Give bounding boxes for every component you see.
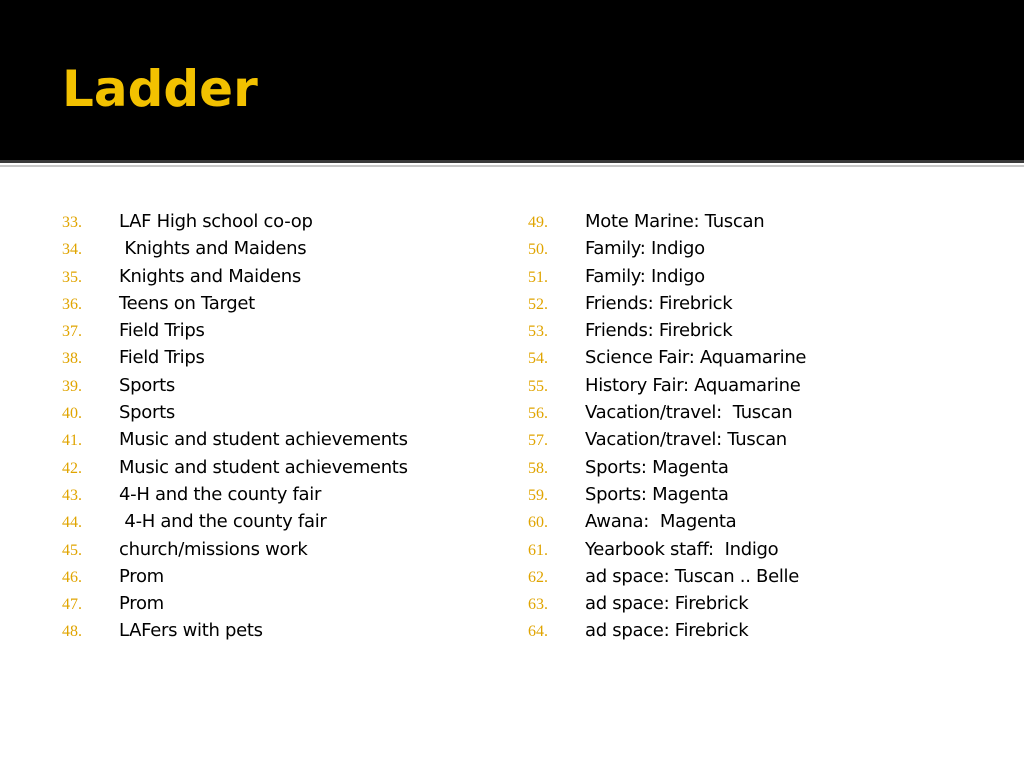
item-text: Field Trips xyxy=(119,320,205,342)
item-number: 60. xyxy=(528,514,548,532)
list-item xyxy=(62,617,502,644)
list-item xyxy=(62,399,502,426)
item-text: Teens on Target xyxy=(119,292,255,314)
header-divider-shadow xyxy=(0,165,1024,167)
item-text: Yearbook staff: Indigo xyxy=(585,538,779,560)
item-text: Mote Marine: Tuscan xyxy=(585,211,765,232)
item-text: Music and student achievements xyxy=(119,429,408,451)
item-number: 48. xyxy=(62,623,82,641)
list-item xyxy=(528,290,998,317)
item-number: 39. xyxy=(62,377,82,395)
item-number: 59. xyxy=(528,486,548,504)
item-text: Family: Indigo xyxy=(585,265,705,287)
item-number: 41. xyxy=(62,432,82,450)
item-text: church/missions work xyxy=(119,538,308,560)
list-item xyxy=(62,290,502,317)
item-text: Sports: Magenta xyxy=(585,483,729,505)
item-number: 63. xyxy=(528,596,548,614)
list-item xyxy=(62,344,502,371)
item-text: Friends: Firebrick xyxy=(585,292,733,314)
list-item xyxy=(62,426,502,453)
item-number: 61. xyxy=(528,541,548,559)
item-number: 34. xyxy=(62,241,82,259)
item-text: Sports: Magenta xyxy=(585,456,729,478)
list-item xyxy=(62,208,502,235)
item-number: 62. xyxy=(528,568,548,586)
item-number: 49. xyxy=(528,214,548,231)
item-number: 45. xyxy=(62,541,82,559)
item-number: 46. xyxy=(62,568,82,586)
item-number: 36. xyxy=(62,295,82,313)
item-number: 37. xyxy=(62,323,82,341)
item-text: Science Fair: Aquamarine xyxy=(585,347,807,369)
item-text: Vacation/travel: Tuscan xyxy=(585,402,793,424)
list-item xyxy=(528,617,998,644)
item-text: ad space: Firebrick xyxy=(585,620,749,642)
item-number: 38. xyxy=(62,350,82,368)
list-item xyxy=(62,508,502,535)
item-number: 35. xyxy=(62,268,82,286)
header-divider xyxy=(0,160,1024,163)
list-item xyxy=(528,317,998,344)
title-bar xyxy=(0,0,1024,160)
item-text: Field Trips xyxy=(119,347,205,369)
left-column-list xyxy=(62,208,502,645)
item-number: 55. xyxy=(528,377,548,395)
item-number: 54. xyxy=(528,350,548,368)
item-number: 56. xyxy=(528,405,548,423)
list-item xyxy=(62,317,502,344)
list-item xyxy=(528,399,998,426)
item-text: Sports xyxy=(119,402,175,424)
item-text: Vacation/travel: Tuscan xyxy=(585,429,787,451)
item-text: Friends: Firebrick xyxy=(585,320,733,342)
list-item xyxy=(62,590,502,617)
list-item xyxy=(528,454,998,481)
item-text: Sports xyxy=(119,374,175,396)
item-text: ad space: Tuscan .. Belle xyxy=(585,565,800,587)
item-text: Prom xyxy=(119,565,164,587)
item-text: Prom xyxy=(119,593,164,615)
item-number: 33. xyxy=(62,214,82,231)
list-item xyxy=(528,235,998,262)
item-text: 4-H and the county fair xyxy=(119,483,322,505)
list-item xyxy=(62,235,502,262)
item-text: Awana: Magenta xyxy=(585,511,737,533)
item-number: 51. xyxy=(528,268,548,286)
list-item xyxy=(62,263,502,290)
list-item xyxy=(528,372,998,399)
item-text: LAFers with pets xyxy=(119,620,263,642)
item-text: LAF High school co-op xyxy=(119,211,313,232)
list-item xyxy=(528,508,998,535)
list-item xyxy=(528,208,998,235)
right-column-list xyxy=(528,208,998,645)
item-number: 40. xyxy=(62,405,82,423)
item-number: 64. xyxy=(528,623,548,641)
slide-title: Ladder xyxy=(62,60,258,118)
item-text: Knights and Maidens xyxy=(119,238,307,260)
item-text: Music and student achievements xyxy=(119,456,408,478)
item-text: ad space: Firebrick xyxy=(585,593,749,615)
item-number: 47. xyxy=(62,596,82,614)
list-item xyxy=(62,536,502,563)
item-number: 43. xyxy=(62,486,82,504)
list-item xyxy=(528,344,998,371)
list-item xyxy=(528,563,998,590)
item-number: 58. xyxy=(528,459,548,477)
item-text: History Fair: Aquamarine xyxy=(585,374,801,396)
list-item xyxy=(62,454,502,481)
item-number: 44. xyxy=(62,514,82,532)
list-item xyxy=(528,263,998,290)
item-text: Family: Indigo xyxy=(585,238,705,260)
list-item xyxy=(528,426,998,453)
item-text: 4-H and the county fair xyxy=(119,511,327,533)
item-number: 42. xyxy=(62,459,82,477)
list-item xyxy=(62,563,502,590)
list-item xyxy=(62,481,502,508)
item-number: 53. xyxy=(528,323,548,341)
item-text: Knights and Maidens xyxy=(119,265,301,287)
list-item xyxy=(62,372,502,399)
item-number: 57. xyxy=(528,432,548,450)
list-item xyxy=(528,536,998,563)
list-item xyxy=(528,590,998,617)
item-number: 52. xyxy=(528,295,548,313)
list-item xyxy=(528,481,998,508)
item-number: 50. xyxy=(528,241,548,259)
